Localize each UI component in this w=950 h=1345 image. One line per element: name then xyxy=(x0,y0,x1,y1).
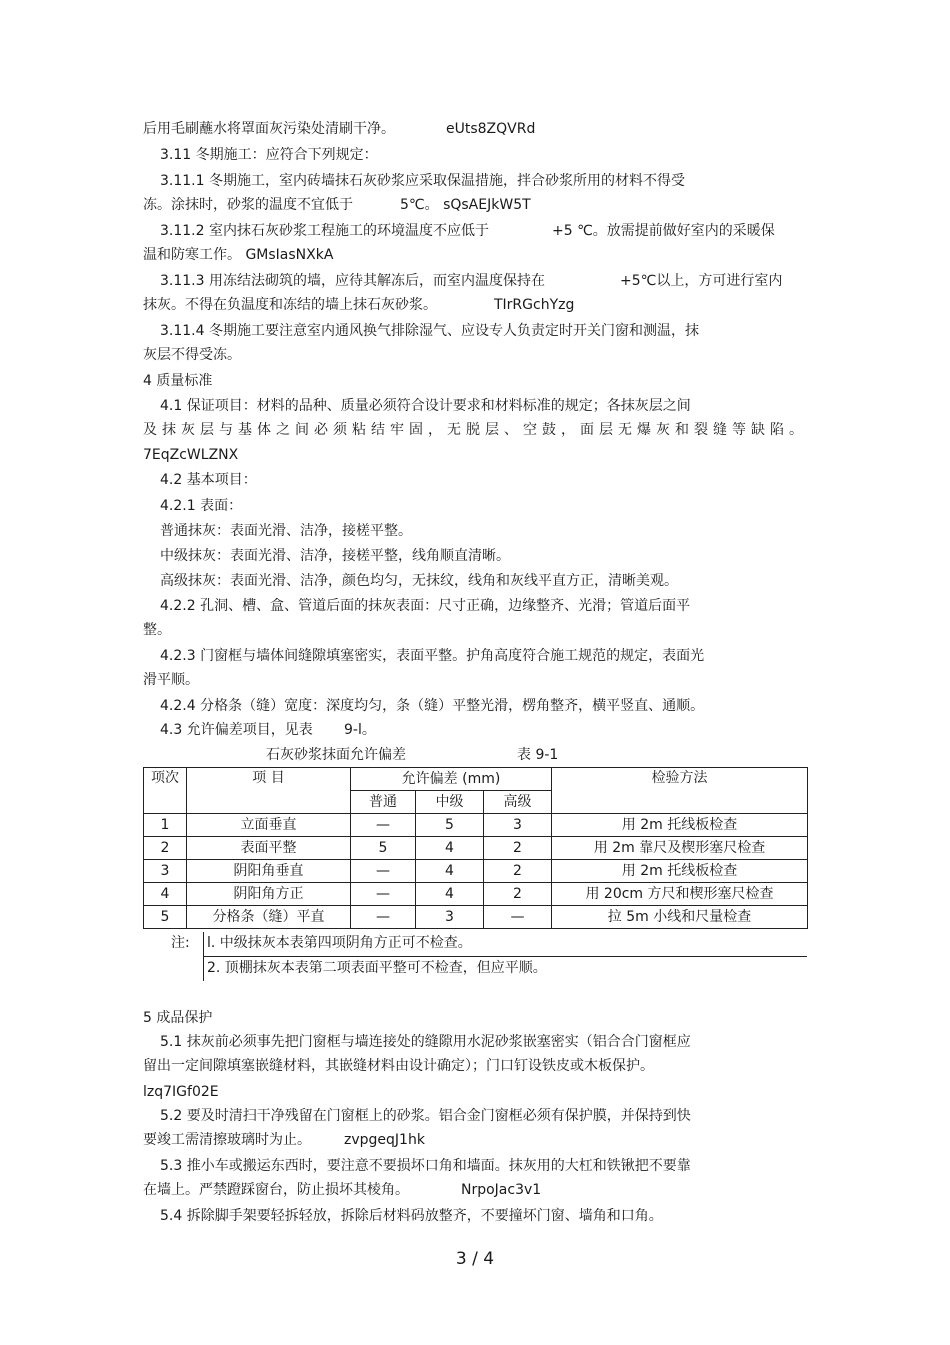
text-line: 4.2.1 表面： xyxy=(160,498,243,514)
table-header-high: 高级 xyxy=(484,791,552,814)
table-number: 表 9-1 xyxy=(517,747,559,763)
text-line: 要竣工需清擦玻璃时为止。 xyxy=(143,1132,311,1148)
text-line: 5.2 要及时清扫干净残留在门窗框上的砂浆。铝合金门窗框必须有保护膜，并保持到快 xyxy=(160,1108,691,1124)
text-code: TIrRGchYzg xyxy=(494,297,575,313)
table-cell: 3 xyxy=(144,860,187,883)
table-cell: 5 xyxy=(416,814,484,837)
table-cell: 阴阳角垂直 xyxy=(187,860,351,883)
note-label: 注: xyxy=(171,935,190,951)
table-header-item: 项 目 xyxy=(187,768,351,814)
text-line: 及抹灰层与基体之间必须粘结牢固，无脱层、空鼓，面层无爆灰和裂缝等缺陷。 xyxy=(143,422,803,438)
text-line: 抹灰。不得在负温度和冻结的墙上抹石灰砂浆。 xyxy=(143,297,437,313)
text-line: 3.11.1 冬期施工，室内砖墙抹石灰砂浆应采取保温措施，拌合砂浆所用的材料不得受 xyxy=(160,173,685,189)
table-cell: 用 2m 靠尺及楔形塞尺检查 xyxy=(552,837,808,860)
table-header-normal: 普通 xyxy=(351,791,416,814)
text-line: 5.4 拆除脚手架要轻拆轻放，拆除后材料码放整齐，不要撞坏门窗、墙角和口角。 xyxy=(160,1208,663,1224)
deviation-table xyxy=(143,767,808,929)
table-cell: 表面平整 xyxy=(187,837,351,860)
text-code: lzq7IGf02E xyxy=(143,1084,219,1100)
text-line: 后用毛刷蘸水将罩面灰污染处清刷干净。 xyxy=(143,121,395,137)
text-code: 7EqZcWLZNX xyxy=(143,447,239,463)
text-line: 3.11.4 冬期施工要注意室内通风换气排除湿气、应设专人负责定时开关门窗和测温，抹 xyxy=(160,323,699,339)
text-line: 5℃。 sQsAEJkW5T xyxy=(400,197,531,213)
text-line: 3.11.3 用冻结法砌筑的墙，应待其解冻后，而室内温度保持在 xyxy=(160,273,545,289)
table-cell: 2 xyxy=(484,837,552,860)
table-cell: 2 xyxy=(144,837,187,860)
table-cell: 4 xyxy=(416,883,484,906)
text-line: 5.1 抹灰前必须事先把门窗框与墙连接处的缝隙用水泥砂浆嵌塞密实（铝合合门窗框应 xyxy=(160,1034,691,1050)
table-row xyxy=(144,860,808,883)
page-number: 3 / 4 xyxy=(455,1249,495,1269)
table-header-method: 检验方法 xyxy=(552,768,808,814)
section-heading: 4 质量标准 xyxy=(143,373,213,389)
text-line: 留出一定间隙填塞嵌缝材料，其嵌缝材料由设计确定）；门口钉设铁皮或木板保护。 xyxy=(143,1058,654,1074)
table-note-1: l. 中级抹灰本表第四项阴角方正可不检查。 xyxy=(203,932,807,957)
table-cell: 分格条（缝）平直 xyxy=(187,906,351,929)
table-cell: 4 xyxy=(144,883,187,906)
text-line: +5 ℃。放需提前做好室内的采暖保 xyxy=(552,223,775,239)
table-cell: — xyxy=(351,906,416,929)
text-line: 冻。涂抹时，砂浆的温度不宜低于 xyxy=(143,197,353,213)
text-line: 整。 xyxy=(143,622,171,638)
table-header-medium: 中级 xyxy=(416,791,484,814)
table-cell: 用 2m 托线板检查 xyxy=(552,814,808,837)
text-line: 4.3 允许偏差项目，见表 xyxy=(160,722,313,738)
text-line: 9-l。 xyxy=(344,722,376,738)
table-header-deviation: 允许偏差 (mm) xyxy=(351,768,552,791)
table-caption: 石灰砂浆抹面允许偏差 xyxy=(266,747,406,763)
table-cell: 3 xyxy=(416,906,484,929)
text-line: 在墙上。严禁蹬踩窗台，防止损坏其棱角。 xyxy=(143,1182,409,1198)
table-cell: 4 xyxy=(416,837,484,860)
text-line: 4.2.2 孔洞、槽、盒、管道后面的抹灰表面：尺寸正确，边缘整齐、光滑；管道后面平 xyxy=(160,598,691,614)
text-line: 4.2.4 分格条（缝）宽度：深度均匀，条（缝）平整光滑，楞角整齐，横平竖直、通顺。 xyxy=(160,698,705,714)
text-line: 高级抹灰：表面光滑、洁净，颜色均匀，无抹纹，线角和灰线平直方正，清晰美观。 xyxy=(160,573,678,589)
text-code: eUts8ZQVRd xyxy=(446,121,536,137)
table-cell: — xyxy=(351,860,416,883)
text-line: 3.11.2 室内抹石灰砂浆工程施工的环境温度不应低于 xyxy=(160,223,489,239)
text-line: 灰层不得受冻。 xyxy=(143,347,241,363)
table-cell: 1 xyxy=(144,814,187,837)
text-line: 普通抹灰：表面光滑、洁净，接槎平整。 xyxy=(160,523,412,539)
table-row xyxy=(144,814,808,837)
text-line: +5℃以上，方可进行室内 xyxy=(620,273,783,289)
table-cell: 2 xyxy=(484,883,552,906)
table-row xyxy=(144,883,808,906)
table-cell: 3 xyxy=(484,814,552,837)
table-cell: 立面垂直 xyxy=(187,814,351,837)
table-cell: 2 xyxy=(484,860,552,883)
table-cell: — xyxy=(351,814,416,837)
table-header-no: 项次 xyxy=(144,768,187,814)
table-cell: 拉 5m 小线和尺量检查 xyxy=(552,906,808,929)
table-cell: 用 2m 托线板检查 xyxy=(552,860,808,883)
section-heading: 5 成品保护 xyxy=(143,1010,213,1026)
table-cell: 阴阳角方正 xyxy=(187,883,351,906)
text-line: 4.1 保证项目：材料的品种、质量必须符合设计要求和材料标准的规定；各抹灰层之间 xyxy=(160,398,691,414)
text-line: 中级抹灰：表面光滑、洁净，接槎平整，线角顺直清晰。 xyxy=(160,548,510,564)
table-row xyxy=(144,906,808,929)
table-cell: — xyxy=(484,906,552,929)
text-code: zvpgeqJ1hk xyxy=(344,1132,425,1148)
table-cell: — xyxy=(351,883,416,906)
text-code: NrpoJac3v1 xyxy=(461,1182,542,1198)
text-line: 滑平顺。 xyxy=(143,672,199,688)
text-line: 4.2.3 门窗框与墙体间缝隙填塞密实，表面平整。护角高度符合施工规范的规定，表面光 xyxy=(160,648,705,664)
table-cell: 5 xyxy=(351,837,416,860)
text-line: 5.3 推小车或搬运东西时，要注意不要损坏口角和墙面。抹灰用的大杠和铁锹把不要靠 xyxy=(160,1158,691,1174)
table-note-2: 2. 顶棚抹灰本表第二项表面平整可不检查，但应平顺。 xyxy=(203,957,547,981)
text-line: 4.2 基本项目： xyxy=(160,472,257,488)
section-3-11: 3.11 冬期施工：应符合下列规定： xyxy=(160,147,378,163)
table-row xyxy=(144,837,808,860)
table-cell: 4 xyxy=(416,860,484,883)
text-line: 温和防寒工作。 GMsIasNXkA xyxy=(143,247,334,263)
table-cell: 用 20cm 方尺和楔形塞尺检查 xyxy=(552,883,808,906)
table-cell: 5 xyxy=(144,906,187,929)
